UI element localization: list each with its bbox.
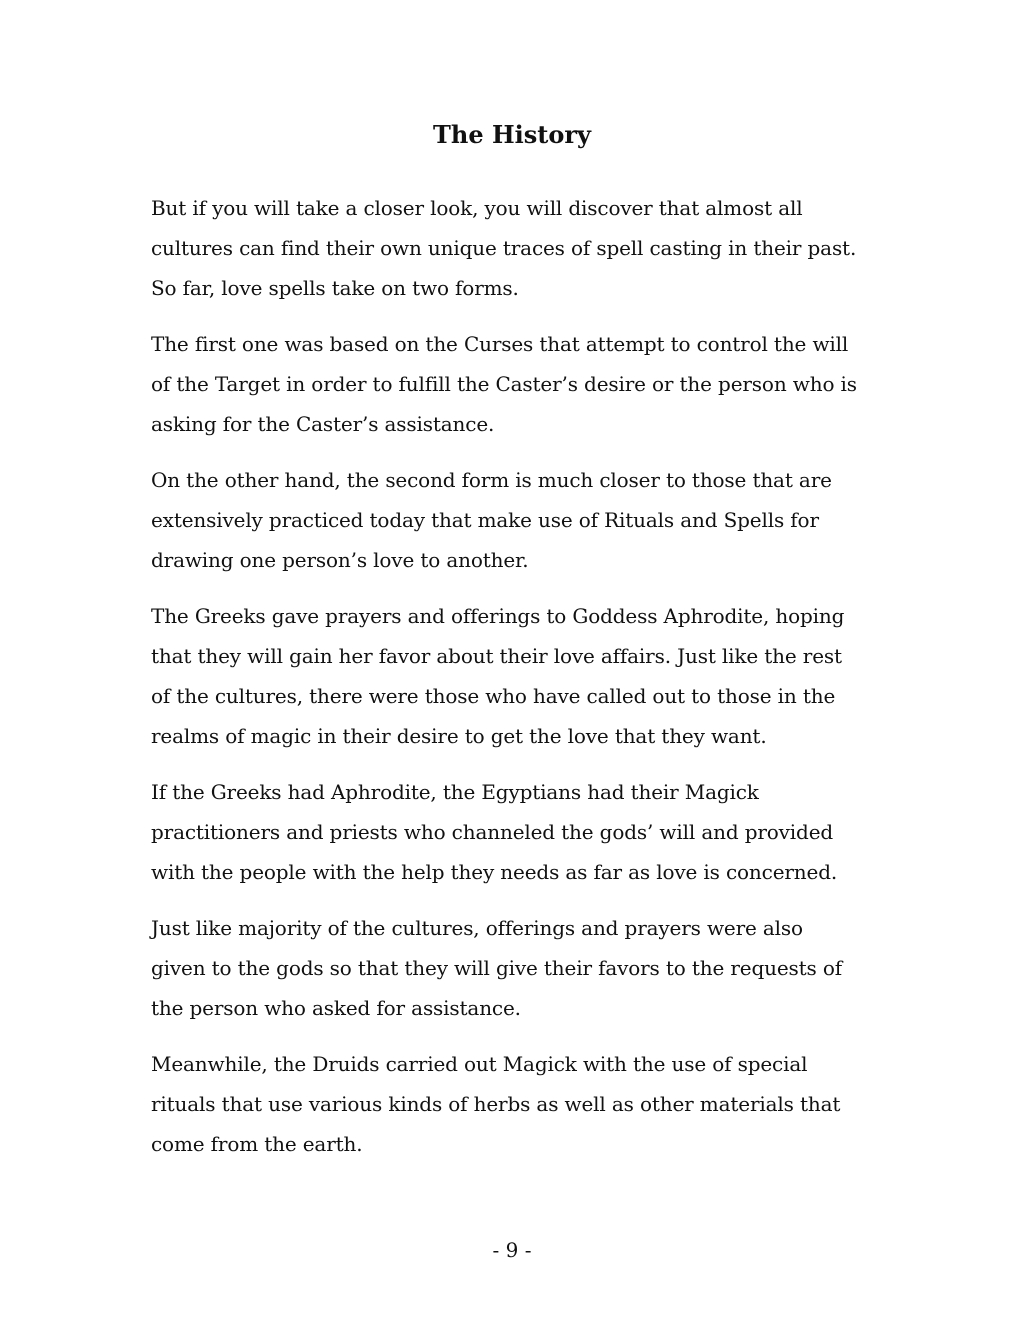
- paragraph-line: of the Target in order to fulfill the Caster’s desire or the person who is: [151, 372, 857, 396]
- paragraph-line: practitioners and priests who channeled the gods’ will and provided: [151, 820, 834, 844]
- paragraph-line: given to the gods so that they will give their favors to the requests of: [151, 956, 842, 980]
- paragraph-5: [151, 772, 879, 892]
- paragraph-line: The Greeks gave prayers and offerings to Goddess Aphrodite, hoping: [151, 604, 845, 628]
- page-number: - 9 -: [492, 1238, 532, 1262]
- paragraph-line: rituals that use various kinds of herbs as well as other materials that: [151, 1092, 841, 1116]
- paragraph-line: of the cultures, there were those who have called out to those in the: [151, 684, 836, 708]
- paragraph-line: extensively practiced today that make use of Rituals and Spells for: [151, 508, 819, 532]
- paragraph-line: Just like majority of the cultures, offerings and prayers were also: [151, 916, 803, 940]
- paragraph-line: cultures can find their own unique traces of spell casting in their past.: [151, 236, 857, 260]
- paragraph-line: the person who asked for assistance.: [151, 996, 521, 1020]
- paragraph-line: But if you will take a closer look, you will discover that almost all: [151, 196, 803, 220]
- paragraph-line: with the people with the help they needs as far as love is concerned.: [151, 860, 838, 884]
- paragraph-line: If the Greeks had Aphrodite, the Egyptians had their Magick: [151, 780, 759, 804]
- paragraph-6: [151, 908, 879, 1028]
- page-title: The History: [433, 120, 591, 149]
- paragraph-line: asking for the Caster’s assistance.: [151, 412, 495, 436]
- paragraph-3: [151, 460, 879, 580]
- paragraph-2: [151, 324, 879, 444]
- paragraph-line: realms of magic in their desire to get the love that they want.: [151, 724, 767, 748]
- paragraph-line: drawing one person’s love to another.: [151, 548, 529, 572]
- body-text: [151, 188, 879, 1180]
- paragraph-line: Meanwhile, the Druids carried out Magick with the use of special: [151, 1052, 808, 1076]
- paragraph-1: [151, 188, 879, 308]
- paragraph-line: The first one was based on the Curses that attempt to control the will: [151, 332, 849, 356]
- paragraph-4: [151, 596, 879, 756]
- paragraph-7: [151, 1044, 879, 1164]
- paragraph-line: So far, love spells take on two forms.: [151, 276, 519, 300]
- paragraph-line: that they will gain her favor about their love affairs. Just like the rest: [151, 644, 842, 668]
- paragraph-line: come from the earth.: [151, 1132, 363, 1156]
- paragraph-line: On the other hand, the second form is much closer to those that are: [151, 468, 832, 492]
